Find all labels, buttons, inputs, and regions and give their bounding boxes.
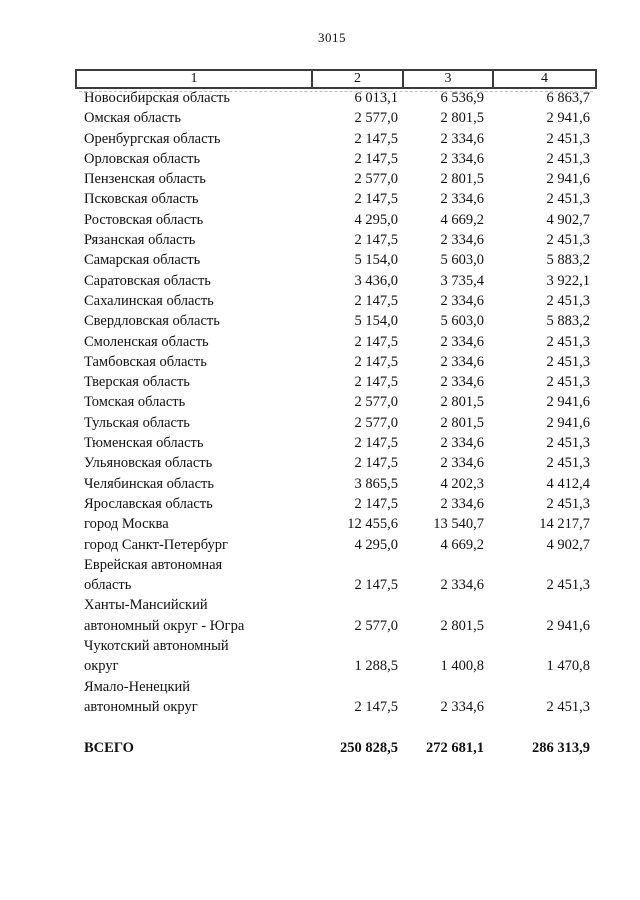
value-col-4: 3 922,1 xyxy=(546,272,590,289)
value-col-2: 2 147,5 xyxy=(354,232,398,249)
value-col-2: 3 865,5 xyxy=(354,475,398,492)
table-row xyxy=(75,149,597,169)
row-line xyxy=(75,535,597,555)
value-col-2: 3 436,0 xyxy=(354,272,398,289)
total-row xyxy=(75,738,597,758)
value-col-2: 2 147,5 xyxy=(354,130,398,147)
row-line xyxy=(75,616,597,636)
region-name: автономный округ xyxy=(84,698,198,715)
page-number: 3015 xyxy=(318,30,346,45)
total-label: ВСЕГО xyxy=(84,740,134,757)
row-line xyxy=(75,210,597,230)
value-col-4: 5 883,2 xyxy=(546,252,590,269)
row-line xyxy=(75,108,597,128)
value-col-3: 3 735,4 xyxy=(440,272,484,289)
region-name: округ xyxy=(84,658,119,675)
value-col-3: 2 334,6 xyxy=(440,191,484,208)
value-col-4: 2 941,6 xyxy=(546,171,590,188)
region-name: Тюменская область xyxy=(84,435,204,452)
value-col-4: 2 451,3 xyxy=(546,374,590,391)
value-col-4: 2 451,3 xyxy=(546,353,590,370)
value-col-4: 2 451,3 xyxy=(546,495,590,512)
region-name: город Москва xyxy=(84,516,169,533)
value-col-2: 2 147,5 xyxy=(354,374,398,391)
row-line xyxy=(75,575,597,595)
region-name: город Санкт-Петербург xyxy=(84,536,229,553)
row-line xyxy=(75,656,597,676)
value-col-3: 2 334,6 xyxy=(440,577,484,594)
row-line xyxy=(75,514,597,534)
value-col-3: 2 334,6 xyxy=(440,150,484,167)
table-row xyxy=(75,494,597,514)
table-body xyxy=(75,88,597,759)
row-line xyxy=(75,149,597,169)
value-col-4: 2 451,3 xyxy=(546,232,590,249)
value-col-3: 2 334,6 xyxy=(440,333,484,350)
value-col-2: 4 295,0 xyxy=(354,536,398,553)
row-line xyxy=(75,697,597,717)
region-name: Ульяновская область xyxy=(84,455,213,472)
table-row xyxy=(75,189,597,209)
region-name: Саратовская область xyxy=(84,272,211,289)
value-col-3: 2 801,5 xyxy=(440,414,484,431)
value-col-2: 2 147,5 xyxy=(354,455,398,472)
value-col-3: 2 334,6 xyxy=(440,495,484,512)
row-line xyxy=(75,129,597,149)
value-col-4: 14 217,7 xyxy=(539,516,590,533)
region-name: область xyxy=(84,577,132,594)
row-line xyxy=(75,332,597,352)
row-line xyxy=(75,595,597,615)
value-col-3: 4 669,2 xyxy=(440,536,484,553)
value-col-3: 13 540,7 xyxy=(433,516,484,533)
value-col-4: 2 451,3 xyxy=(546,455,590,472)
row-line xyxy=(75,413,597,433)
value-col-3: 2 334,6 xyxy=(440,292,484,309)
table-row xyxy=(75,230,597,250)
value-col-3: 4 669,2 xyxy=(440,211,484,228)
value-col-3: 2 801,5 xyxy=(440,617,484,634)
value-col-3: 4 202,3 xyxy=(440,475,484,492)
value-col-4: 2 451,3 xyxy=(546,333,590,350)
region-name: Сахалинская область xyxy=(84,292,214,309)
table-row xyxy=(75,474,597,494)
value-col-3: 5 603,0 xyxy=(440,252,484,269)
table-row xyxy=(75,108,597,128)
region-name: Свердловская область xyxy=(84,313,220,330)
row-line xyxy=(75,230,597,250)
value-col-3: 2 334,6 xyxy=(440,374,484,391)
region-name: Тамбовская область xyxy=(84,353,207,370)
value-col-4: 2 451,3 xyxy=(546,435,590,452)
value-col-2: 2 147,5 xyxy=(354,150,398,167)
table-row xyxy=(75,636,597,677)
table-row xyxy=(75,392,597,412)
table-row xyxy=(75,311,597,331)
row-line xyxy=(75,189,597,209)
value-col-2: 2 147,5 xyxy=(354,435,398,452)
table-row xyxy=(75,210,597,230)
region-name: Новосибирская область xyxy=(84,90,230,106)
value-col-4: 2 941,6 xyxy=(546,414,590,431)
value-col-4: 4 902,7 xyxy=(546,536,590,553)
value-col-3: 2 334,6 xyxy=(440,435,484,452)
row-line xyxy=(75,352,597,372)
row-line xyxy=(75,372,597,392)
value-col-4: 4 412,4 xyxy=(546,475,590,492)
value-col-2: 2 577,0 xyxy=(354,414,398,431)
table-row xyxy=(75,129,597,149)
header-cell-2: 2 xyxy=(313,71,404,87)
value-col-4: 2 941,6 xyxy=(546,394,590,411)
row-line xyxy=(75,250,597,270)
value-col-4: 2 451,3 xyxy=(546,130,590,147)
table-row xyxy=(75,453,597,473)
region-name: Орловская область xyxy=(84,150,201,167)
table-row xyxy=(75,413,597,433)
table-row xyxy=(75,169,597,189)
region-name: Ярославская область xyxy=(84,495,213,512)
value-col-4: 2 451,3 xyxy=(546,191,590,208)
value-col-2: 2 147,5 xyxy=(354,292,398,309)
value-col-4: 1 470,8 xyxy=(546,658,590,675)
value-col-2: 2 577,0 xyxy=(354,171,398,188)
value-col-2: 2 147,5 xyxy=(354,495,398,512)
table-row xyxy=(75,514,597,534)
value-col-2: 12 455,6 xyxy=(347,516,398,533)
region-name: Омская область xyxy=(84,110,181,127)
value-col-3: 6 536,9 xyxy=(440,90,484,106)
total-value-col-4: 286 313,9 xyxy=(532,740,590,757)
value-col-3: 2 334,6 xyxy=(440,130,484,147)
value-col-4: 4 902,7 xyxy=(546,211,590,228)
value-col-2: 2 577,0 xyxy=(354,394,398,411)
value-col-4: 2 451,3 xyxy=(546,292,590,309)
table-row xyxy=(75,250,597,270)
value-col-2: 2 147,5 xyxy=(354,698,398,715)
row-line xyxy=(75,392,597,412)
header-cell-4: 4 xyxy=(541,71,548,86)
region-name: Тульская область xyxy=(84,414,190,431)
table-row xyxy=(75,271,597,291)
region-name: Пензенская область xyxy=(84,171,206,188)
row-line xyxy=(75,474,597,494)
value-col-2: 2 577,0 xyxy=(354,617,398,634)
value-col-2: 6 013,1 xyxy=(354,90,398,106)
value-col-3: 2 334,6 xyxy=(440,455,484,472)
value-col-3: 1 400,8 xyxy=(440,658,484,675)
value-col-2: 4 295,0 xyxy=(354,211,398,228)
region-name: Томская область xyxy=(84,394,186,411)
region-name-line: Ямало-Ненецкий xyxy=(84,678,191,695)
region-name: Смоленская область xyxy=(84,333,209,350)
value-col-2: 1 288,5 xyxy=(354,658,398,675)
value-col-2: 2 577,0 xyxy=(354,110,398,127)
value-col-2: 2 147,5 xyxy=(354,191,398,208)
row-line xyxy=(75,494,597,514)
value-col-3: 2 801,5 xyxy=(440,110,484,127)
region-name-line: Ханты-Мансийский xyxy=(84,597,208,614)
row-line xyxy=(75,311,597,331)
row-line xyxy=(75,453,597,473)
row-line xyxy=(75,677,597,697)
region-name-line: Чукотский автономный xyxy=(84,638,229,655)
value-col-3: 2 801,5 xyxy=(440,394,484,411)
value-col-4: 2 451,3 xyxy=(546,150,590,167)
header-cell-3: 3 xyxy=(404,71,494,87)
region-name-line: Еврейская автономная xyxy=(84,556,223,573)
header-cell-1: 1 xyxy=(77,71,313,87)
value-col-3: 2 334,6 xyxy=(440,232,484,249)
total-value-col-2: 250 828,5 xyxy=(340,740,398,757)
row-line xyxy=(75,555,597,575)
value-col-4: 2 451,3 xyxy=(546,577,590,594)
table-row xyxy=(75,595,597,636)
table-row xyxy=(75,372,597,392)
value-col-2: 2 147,5 xyxy=(354,333,398,350)
region-name: Оренбургская область xyxy=(84,130,221,147)
table-row xyxy=(75,88,597,108)
value-col-2: 2 147,5 xyxy=(354,353,398,370)
table-row xyxy=(75,677,597,718)
region-name: Челябинская область xyxy=(84,475,214,492)
value-col-2: 5 154,0 xyxy=(354,252,398,269)
row-line xyxy=(75,271,597,291)
total-value-col-3: 272 681,1 xyxy=(426,740,484,757)
value-col-3: 2 801,5 xyxy=(440,171,484,188)
value-col-4: 6 863,7 xyxy=(546,90,590,106)
table-row xyxy=(75,433,597,453)
value-col-4: 5 883,2 xyxy=(546,313,590,330)
row-line xyxy=(75,433,597,453)
table-header xyxy=(75,69,597,89)
region-name: Рязанская область xyxy=(84,232,196,249)
value-col-3: 2 334,6 xyxy=(440,698,484,715)
value-col-4: 2 941,6 xyxy=(546,617,590,634)
table-row xyxy=(75,352,597,372)
region-name: Самарская область xyxy=(84,252,201,269)
row-line xyxy=(75,88,597,108)
row-line xyxy=(75,636,597,656)
region-name: автономный округ - Югра xyxy=(84,617,245,634)
table-row xyxy=(75,332,597,352)
value-col-2: 2 147,5 xyxy=(354,577,398,594)
value-col-3: 2 334,6 xyxy=(440,353,484,370)
table-row xyxy=(75,555,597,596)
table-row xyxy=(75,291,597,311)
row-line xyxy=(75,169,597,189)
region-name: Псковская область xyxy=(84,191,199,208)
row-line xyxy=(75,291,597,311)
region-name: Ростовская область xyxy=(84,211,204,228)
value-col-4: 2 941,6 xyxy=(546,110,590,127)
value-col-3: 5 603,0 xyxy=(440,313,484,330)
table-row xyxy=(75,535,597,555)
value-col-4: 2 451,3 xyxy=(546,698,590,715)
region-name: Тверская область xyxy=(84,374,190,391)
value-col-2: 5 154,0 xyxy=(354,313,398,330)
